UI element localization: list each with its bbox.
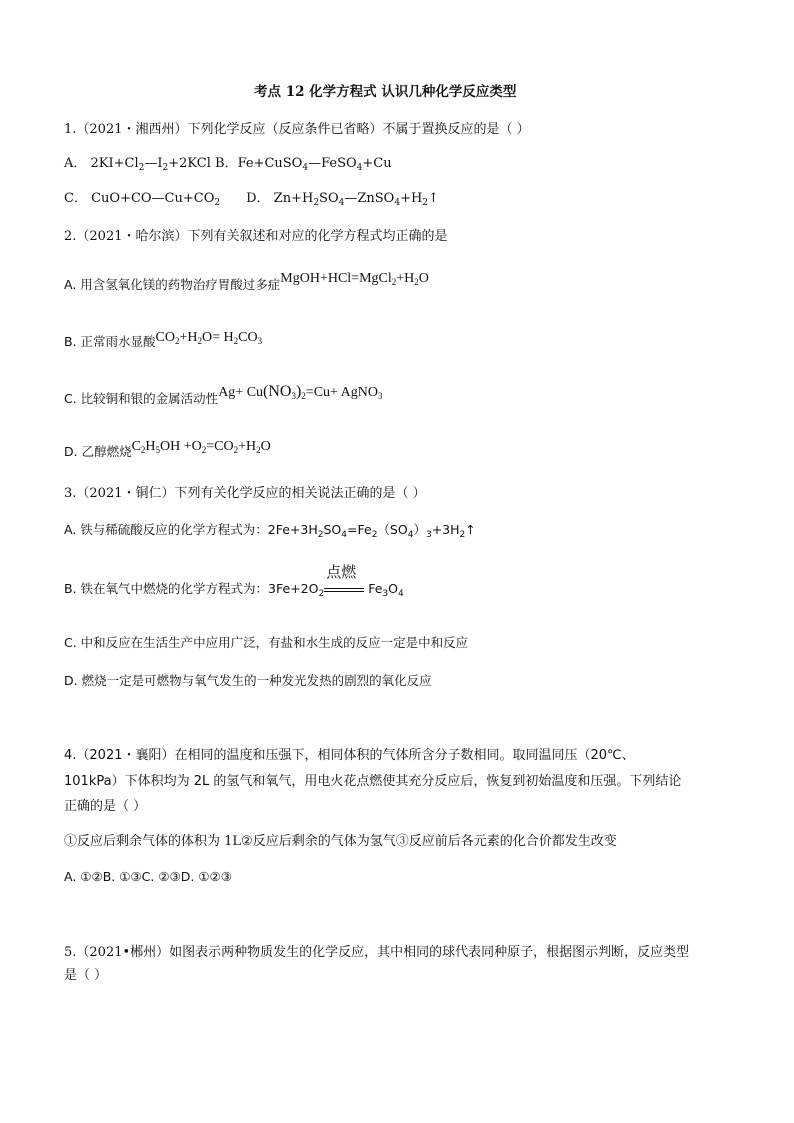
q2-option-c-text: C. 比较铜和银的金属活动性: [64, 391, 219, 406]
question-2-stem: 2.（2021・哈尔滨）下列有关叙述和对应的化学方程式均正确的是: [64, 229, 448, 244]
page-title: 考点 12 化学方程式 认识几种化学反应类型: [254, 84, 517, 100]
eq-part: ↑: [465, 522, 476, 537]
question-3-stem: 3.（2021・铜仁）下列有关化学反应的相关说法正确的是（ ）: [64, 486, 426, 501]
q1-option-a-part: +2KCl B．Fe+CuSO: [168, 156, 303, 171]
subscript: 3: [291, 391, 296, 401]
subscript: 4: [302, 163, 309, 173]
q2-option-b-equation: [156, 330, 263, 345]
eq-part: CO: [155, 330, 175, 345]
eq-part: CO: [238, 330, 258, 345]
q1-option-d-part: ↑: [428, 191, 439, 206]
subscript: 2: [317, 530, 324, 540]
eq-part: O: [418, 271, 429, 286]
subscript: 2: [414, 277, 419, 287]
subscript: 4: [394, 198, 401, 208]
subscript: 5: [155, 445, 161, 455]
q2-option-d-text: D. 乙醇燃烧: [64, 444, 132, 459]
subscript: 3: [257, 336, 263, 346]
equals-line-top: [324, 588, 364, 589]
eq-part: A. 铁与稀硫酸反应的化学方程式为：2Fe+3H: [64, 522, 318, 537]
subscript: 2: [138, 163, 145, 173]
subscript: 2: [197, 336, 202, 346]
question-4-stem-line-1: 4.（2021・襄阳）在相同的温度和压强下，相同体积的气体所含分子数相同。取同温同压（20℃、: [64, 748, 635, 763]
subscript: 2: [318, 589, 325, 599]
eq-part: Fe: [368, 581, 383, 596]
equals-line-bottom: [324, 591, 364, 592]
subscript: 2: [459, 530, 466, 540]
subscript: 3: [377, 391, 383, 401]
subscript: 2: [391, 277, 397, 287]
q2-option-a-equation: [280, 271, 429, 286]
eq-part: B. 铁在氧气中燃烧的化学方程式为：3Fe+2O: [64, 581, 319, 596]
q1-option-d-part: D． Zn+H: [246, 191, 314, 206]
question-3-option-d: D. 燃烧一定是可燃物与氧气发生的一种发光发热的剧烈的氧化反应: [64, 673, 432, 688]
q2-option-a-text: A. 用含氢氧化镁的药物治疗胃酸过多症: [64, 277, 281, 292]
question-4-stem-line-3: 正确的是（ ）: [64, 799, 147, 814]
eq-part: Ag+ Cu: [218, 385, 264, 400]
question-1-options-cd: [64, 190, 439, 208]
question-1-options-ab: [64, 155, 392, 173]
eq-part: (NO: [263, 383, 292, 400]
eq-part: +H: [396, 271, 415, 286]
subscript: 4: [338, 198, 345, 208]
q1-option-d-part: +H: [400, 191, 423, 206]
subscript: 2: [371, 530, 378, 540]
subscript: 2: [313, 198, 320, 208]
question-4-options: A. ①②B. ①③C. ②③D. ①②③: [64, 869, 232, 884]
eq-part: =Cu+ AgNO: [305, 385, 378, 400]
eq-part: O: [388, 581, 398, 596]
subscript: 3: [425, 530, 432, 540]
q1-option-d-part: SO: [319, 191, 339, 206]
question-1-stem: 1.（2021・湘西州）下列化学反应（反应条件已省略）不属于置换反应的是（ ）: [64, 122, 530, 137]
subscript: 2: [233, 445, 239, 455]
subscript: 2: [256, 445, 261, 455]
question-3-option-a: [64, 521, 476, 539]
question-2-option-a: [64, 271, 429, 295]
eq-part: MgOH+HCl=MgCl: [280, 271, 392, 286]
question-3-option-b: [64, 562, 404, 599]
eq-part: OH +O: [160, 439, 202, 454]
question-2-option-c: [64, 383, 383, 409]
q2-option-d-equation: [132, 439, 271, 454]
eq-part: ）: [413, 522, 426, 537]
eq-part: O= H: [202, 330, 234, 345]
subscript: 3: [382, 589, 389, 599]
subscript: 4: [397, 589, 404, 599]
eq-part: =CO: [206, 439, 234, 454]
subscript: 2: [301, 391, 306, 401]
question-5-stem-line-1: 5.（2021•郴州）如图表示两种物质发生的化学反应，其中相同的球代表同种原子，根据图示判断，反应类型: [64, 945, 690, 960]
subscript: 2: [174, 336, 180, 346]
eq-part: +H: [179, 330, 198, 345]
q2-option-c-equation: [218, 385, 382, 400]
eq-part: +H: [238, 439, 257, 454]
question-4-stem-line-2: 101kPa）下体积均为 2L 的氢气和氧气，用电火花点燃使其充分反应后，恢复到初始温度和压强。下列结论: [64, 774, 682, 789]
eq-part: SO: [323, 522, 342, 537]
subscript: 2: [422, 198, 429, 208]
q1-option-a-part: —I: [144, 156, 163, 171]
question-5-stem-line-2: 是（ ）: [64, 968, 108, 983]
eq-part: C: [131, 439, 141, 454]
q1-option-a-part: A． 2KI+Cl: [64, 156, 139, 171]
question-3-option-c: C. 中和反应在生活生产中应用广泛，有盐和水生成的反应一定是中和反应: [64, 635, 469, 650]
q1-option-b-part: +Cu: [362, 156, 392, 171]
q1-option-b-part: —FeSO: [308, 156, 357, 171]
eq-part: +3H: [431, 522, 460, 537]
q1-option-d-part: —ZnSO: [344, 191, 395, 206]
condition-label: 点燃: [326, 562, 357, 581]
subscript: 4: [356, 163, 363, 173]
eq-part: ): [295, 383, 302, 400]
question-2-option-b: [64, 330, 263, 352]
subscript: 2: [214, 198, 221, 208]
subscript: 4: [407, 530, 414, 540]
subscript: 2: [162, 163, 169, 173]
eq-part: O: [260, 439, 271, 454]
question-4-statements: ①反应后剩余气体的体积为 1L②反应后剩余的气体为氢气③反应前后各元素的化合价都发生改变: [64, 834, 617, 849]
question-2-option-d: [64, 439, 271, 462]
q2-option-b-text: B. 正常雨水显酸: [64, 334, 156, 349]
reaction-condition: [324, 562, 368, 599]
subscript: 2: [140, 445, 146, 455]
eq-part: H: [145, 439, 156, 454]
q1-option-c: C． CuO+CO—Cu+CO: [64, 191, 215, 206]
eq-part: （SO: [377, 522, 408, 537]
eq-part: =Fe: [347, 522, 372, 537]
subscript: 4: [341, 530, 348, 540]
subscript: 2: [233, 336, 239, 346]
subscript: 2: [201, 445, 207, 455]
